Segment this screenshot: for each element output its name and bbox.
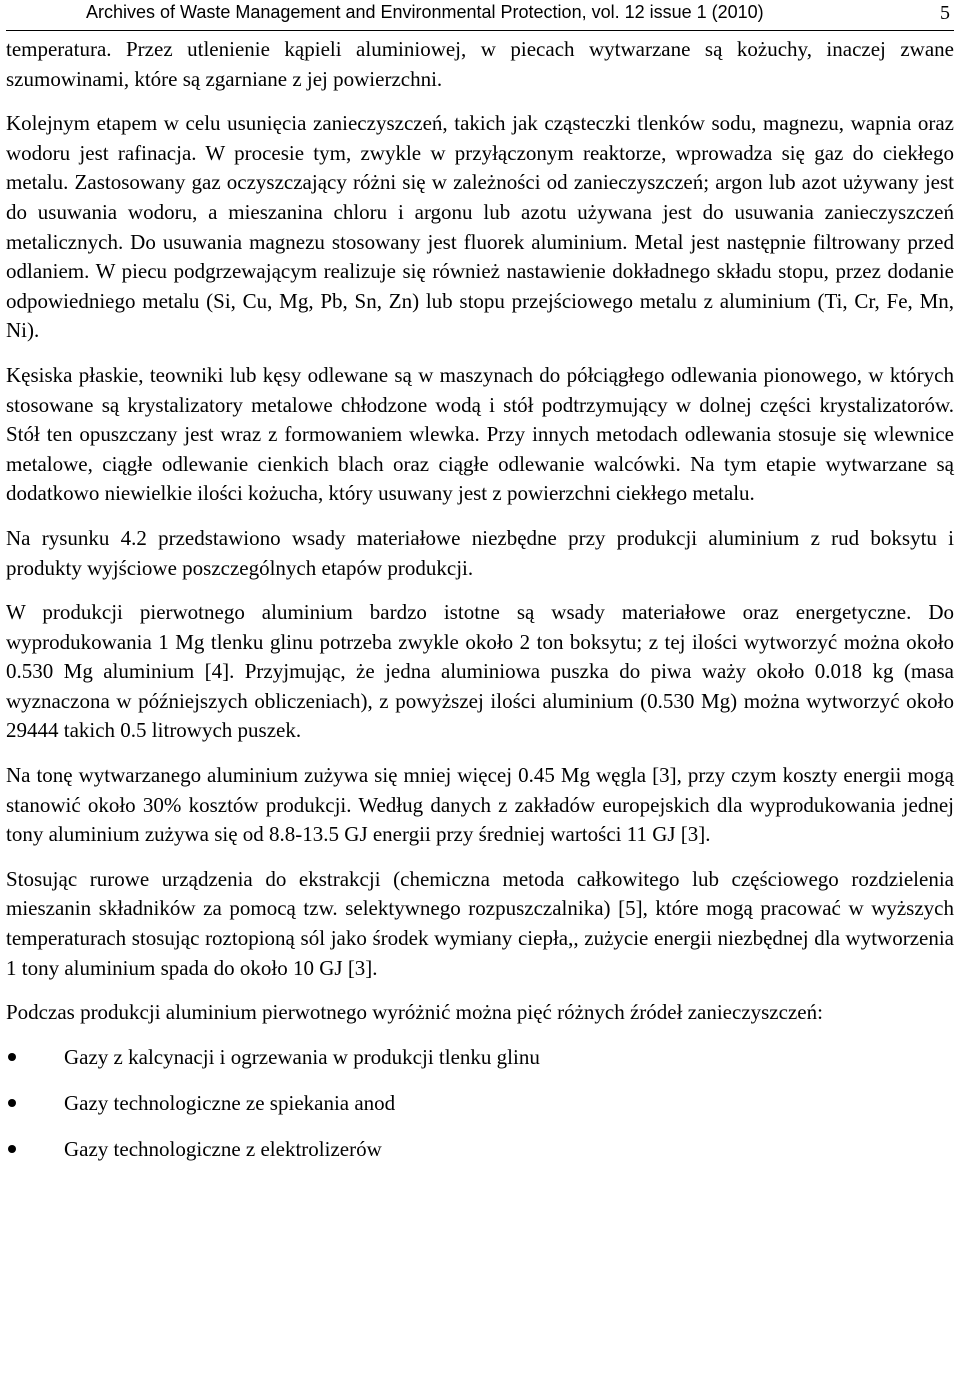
body-text <box>6 35 954 1028</box>
paragraph: Na rysunku 4.2 przedstawiono wsady materiałowe niezbędne przy produkcji aluminium z rud boksytu i produkty wyjściowe poszczególnych etapów produkcji. <box>6 525 954 580</box>
page-number: 5 <box>940 2 950 24</box>
running-header <box>6 0 954 31</box>
journal-title: Archives of Waste Management and Environmental Protection, vol. 12 issue 1 (2010) <box>86 2 764 22</box>
list-item-text: Gazy technologiczne z elektrolizerów <box>64 1136 382 1161</box>
paragraph: temperatura. Przez utlenienie kąpieli aluminiowej, w piecach wytwarzane są kożuchy, inaczej zwane szumowinami, które są zgarniane z jej powierzchni. <box>6 37 954 91</box>
paragraph: Na tonę wytwarzanego aluminium zużywa się mniej więcej 0.45 Mg węgla [3], przy czym koszty energii mogą stanowić około 30% kosztów produkcji. Według danych z zakładów europejskich dla wyprodukowania jednej tony aluminium zużywa się od 8.8-13.5 GJ energii przy średniej wartości 11 GJ [3]. <box>6 763 954 847</box>
paragraph: Kęsiska płaskie, teowniki lub kęsy odlewane są w maszynach do półciągłego odlewania pionowego, w których stosowane są krystalizatory metalowe chłodzone wodą i stół podtrzymujący w dolnej części krystalizatorów. Stół ten opuszczany jest wraz z formowaniem wlewka. Przy innych metodach odlewania stosuje się wlewnice metalowe, ciągłe odlewanie cienkich blach oraz ciągłe odlewanie walcówki. Na tym etapie wytwarzane są dodatkowo niewielkie ilości kożucha, który usuwany jest z powierzchni ciekłego metalu. <box>6 362 954 506</box>
bullet-dot-icon <box>8 1145 16 1153</box>
paragraph: Kolejnym etapem w celu usunięcia zanieczyszczeń, takich jak cząsteczki tlenków sodu, magnezu, wapnia oraz wodoru jest rafinacja. W procesie tym, zwykle w przyłączonym reaktorze, wprowadza się gaz do ciekłego metalu. Zastosowany gaz oczyszczający różni się w zależności od zanieczyszczeń; argon lub azot używany jest do usuwania wodoru, a mieszanina chloru i argonu lub azotu używana jest do usuwania zanieczyszczeń metalicznych. Do usuwania magnezu stosowany jest fluorek aluminium. Metal jest następnie filtrowany przed odlaniem. W piecu podgrzewającym realizuje się również nastawienie dokładnego składu stopu, przez dodanie odpowiedniego metalu (Si, Cu, Mg, Pb, Sn, Zn) lub stopu przejściowego metalu z aluminium (Ti, Cr, Fe, Mn, Ni). <box>6 111 954 343</box>
list-item <box>6 1043 954 1089</box>
bullet-dot-icon <box>8 1099 16 1107</box>
paragraph: W produkcji pierwotnego aluminium bardzo istotne są wsady materiałowe oraz energetyczne. Do wyprodukowania 1 Mg tlenku glinu potrzeba zwykle około 2 ton boksytu; z tej ilości wytworzyć można około 0.530 Mg aluminium [4]. Przyjmując, że jedna aluminiowa puszka do piwa waży około 0.018 kg (masa wyznaczona w późniejszych obliczeniach), z powyższej ilości aluminium (0.530 Mg) można wytworzyć około 29444 takich 0.5 litrowych puszek. <box>6 600 954 743</box>
bullet-dot-icon <box>8 1053 16 1061</box>
list-item-text: Gazy z kalcynacji i ogrzewania w produkcji tlenku glinu <box>64 1044 540 1069</box>
paragraph: Stosując rurowe urządzenia do ekstrakcji (chemiczna metoda całkowitego lub częściowego rozdzielenia mieszanin składników za pomocą tzw. selektywnego rozpuszczalnika) [5], które mogą pracować w wyższych temperaturach stosując roztopioną sól jako środek wymiany ciepła,, zużycie energii niezbędnej dla wytworzenia 1 tony aluminium spada do około 10 GJ [3]. <box>6 866 954 980</box>
list-item-text: Gazy technologiczne ze spiekania anod <box>64 1090 396 1115</box>
bullet-list <box>6 1043 954 1181</box>
list-item <box>6 1089 954 1135</box>
page <box>6 0 954 1181</box>
paragraph: Podczas produkcji aluminium pierwotnego wyróżnić można pięć różnych źródeł zanieczyszczeń: <box>6 1000 823 1025</box>
list-item <box>6 1135 954 1181</box>
